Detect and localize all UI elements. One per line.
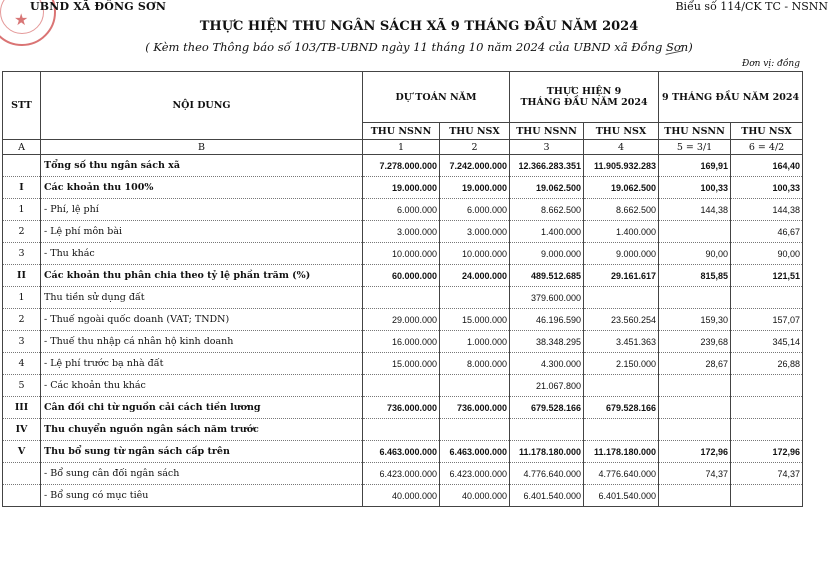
row-value [363, 287, 440, 309]
row-value: 29.000.000 [363, 309, 440, 331]
row-value: 1.400.000 [510, 221, 584, 243]
row-value: 29.161.617 [584, 265, 659, 287]
row-value: 6.401.540.000 [584, 485, 659, 507]
row-value: 19.062.500 [510, 177, 584, 199]
row-value: 19.000.000 [440, 177, 510, 199]
row-value [510, 419, 584, 441]
table-row [3, 397, 803, 419]
row-value: 6.000.000 [363, 199, 440, 221]
row-value [731, 397, 803, 419]
row-value [363, 375, 440, 397]
column-code: 2 [440, 140, 510, 155]
row-value: 100,33 [659, 177, 731, 199]
row-value [659, 419, 731, 441]
row-content: - Bổ sung cân đối ngân sách [41, 463, 363, 485]
row-content: Thu tiền sử dụng đất [41, 287, 363, 309]
row-stt: 2 [3, 309, 41, 331]
row-value: 24.000.000 [440, 265, 510, 287]
issuer-name: UBND XÃ ĐỒNG SƠN [30, 0, 167, 13]
row-value: 90,00 [731, 243, 803, 265]
row-value: 6.000.000 [440, 199, 510, 221]
table-row [3, 265, 803, 287]
row-value: 100,33 [731, 177, 803, 199]
row-value: 23.560.254 [584, 309, 659, 331]
row-value: 6.423.000.000 [440, 463, 510, 485]
row-value: 6.463.000.000 [363, 441, 440, 463]
row-value: 9.000.000 [584, 243, 659, 265]
row-value: 489.512.685 [510, 265, 584, 287]
row-value [363, 419, 440, 441]
row-stt: III [3, 397, 41, 419]
table-row [3, 485, 803, 507]
row-stt: 1 [3, 287, 41, 309]
row-value: 4.776.640.000 [510, 463, 584, 485]
table-row [3, 309, 803, 331]
row-value: 4.300.000 [510, 353, 584, 375]
row-value: 74,37 [659, 463, 731, 485]
row-value: 172,96 [659, 441, 731, 463]
row-value: 159,30 [659, 309, 731, 331]
sub-header: THU NSX [731, 123, 803, 140]
row-value: 679.528.166 [584, 397, 659, 419]
table-row [3, 221, 803, 243]
row-value: 15.000.000 [440, 309, 510, 331]
row-value [440, 375, 510, 397]
row-content: - Lệ phí môn bài [41, 221, 363, 243]
row-value: 736.000.000 [363, 397, 440, 419]
row-stt [3, 463, 41, 485]
row-content: - Thuế thu nhập cá nhân hộ kinh doanh [41, 331, 363, 353]
row-stt [3, 155, 41, 177]
form-number: Biểu số 114/CK TC - NSNN [675, 0, 828, 13]
row-value: 8.000.000 [440, 353, 510, 375]
row-value: 6.401.540.000 [510, 485, 584, 507]
column-code: 1 [363, 140, 440, 155]
row-value: 9.000.000 [510, 243, 584, 265]
row-value [659, 287, 731, 309]
row-value: 15.000.000 [363, 353, 440, 375]
row-value: 6.463.000.000 [440, 441, 510, 463]
row-value: 40.000.000 [440, 485, 510, 507]
row-value: 60.000.000 [363, 265, 440, 287]
row-content: Các khoản thu phân chia theo tỷ lệ phần trăm (%) [41, 265, 363, 287]
row-content: - Thu khác [41, 243, 363, 265]
row-value [659, 397, 731, 419]
row-value: 736.000.000 [440, 397, 510, 419]
col-header-actual [510, 72, 659, 123]
row-stt: 1 [3, 199, 41, 221]
row-value: 6.423.000.000 [363, 463, 440, 485]
table-row [3, 177, 803, 199]
row-value: 28,67 [659, 353, 731, 375]
row-value: 46.196.590 [510, 309, 584, 331]
row-value: 4.776.640.000 [584, 463, 659, 485]
row-value: 3.000.000 [440, 221, 510, 243]
unit-label: Đơn vị: đồng [741, 59, 800, 69]
col-header-actual-line1: THỰC HIỆN 9 [546, 86, 622, 97]
table-body [3, 155, 803, 507]
row-value: 3.000.000 [363, 221, 440, 243]
col-header-content: NỘI DUNG [41, 72, 363, 140]
row-value: 8.662.500 [584, 199, 659, 221]
row-value [659, 485, 731, 507]
row-value: 157,07 [731, 309, 803, 331]
row-stt: 5 [3, 375, 41, 397]
table-row [3, 243, 803, 265]
row-value: 90,00 [659, 243, 731, 265]
row-content: - Bổ sung có mục tiêu [41, 485, 363, 507]
row-content: - Phí, lệ phí [41, 199, 363, 221]
row-value: 19.062.500 [584, 177, 659, 199]
row-value: 10.000.000 [363, 243, 440, 265]
row-value: 16.000.000 [363, 331, 440, 353]
row-value: 10.000.000 [440, 243, 510, 265]
row-value: 679.528.166 [510, 397, 584, 419]
row-value: 7.278.000.000 [363, 155, 440, 177]
row-value: 11.178.180.000 [510, 441, 584, 463]
row-value [440, 287, 510, 309]
row-content: Cân đối chi từ nguồn cải cách tiền lương [41, 397, 363, 419]
row-stt: V [3, 441, 41, 463]
column-code: 4 [584, 140, 659, 155]
row-stt: 3 [3, 243, 41, 265]
table-row [3, 155, 803, 177]
row-value: 8.662.500 [510, 199, 584, 221]
row-content: - Lệ phí trước bạ nhà đất [41, 353, 363, 375]
row-value [584, 419, 659, 441]
row-value: 169,91 [659, 155, 731, 177]
row-value: 1.400.000 [584, 221, 659, 243]
row-value: 345,14 [731, 331, 803, 353]
table-row [3, 331, 803, 353]
row-content: Thu bổ sung từ ngân sách cấp trên [41, 441, 363, 463]
row-value [731, 287, 803, 309]
row-value: 11.178.180.000 [584, 441, 659, 463]
table-row [3, 199, 803, 221]
row-stt: 4 [3, 353, 41, 375]
row-value [584, 375, 659, 397]
row-value: 11.905.932.283 [584, 155, 659, 177]
table-row [3, 353, 803, 375]
row-content: Tổng số thu ngân sách xã [41, 155, 363, 177]
sub-header: THU NSX [440, 123, 510, 140]
document-subtitle: ( Kèm theo Thông báo số 103/TB-UBND ngày 11 tháng 10 năm 2024 của UBND xã Đồng Sơn) [145, 40, 693, 54]
column-code: 6 = 4/2 [731, 140, 803, 155]
table-row [3, 441, 803, 463]
row-content: - Thuế ngoài quốc doanh (VAT; TNDN) [41, 309, 363, 331]
row-value [731, 375, 803, 397]
sub-header: THU NSNN [363, 123, 440, 140]
row-value [440, 419, 510, 441]
table-row [3, 375, 803, 397]
row-value [659, 375, 731, 397]
row-value: 144,38 [731, 199, 803, 221]
row-stt: I [3, 177, 41, 199]
sub-header: THU NSNN [659, 123, 731, 140]
column-code: B [41, 140, 363, 155]
row-value: 46,67 [731, 221, 803, 243]
row-value: 21.067.800 [510, 375, 584, 397]
row-value [659, 221, 731, 243]
row-value: 144,38 [659, 199, 731, 221]
document-title: THỰC HIỆN THU NGÂN SÁCH XÃ 9 THÁNG ĐẦU NĂM 2024 [199, 19, 639, 34]
row-content: Thu chuyển nguồn ngân sách năm trước [41, 419, 363, 441]
row-value: 74,37 [731, 463, 803, 485]
row-value: 164,40 [731, 155, 803, 177]
row-value [584, 287, 659, 309]
budget-table [2, 71, 803, 507]
row-stt [3, 485, 41, 507]
row-value: 239,68 [659, 331, 731, 353]
table-row [3, 463, 803, 485]
row-value: 1.000.000 [440, 331, 510, 353]
row-stt: 2 [3, 221, 41, 243]
sub-header: THU NSX [584, 123, 659, 140]
row-value [731, 485, 803, 507]
official-seal-icon: ★ [0, 0, 56, 46]
column-code: A [3, 140, 41, 155]
row-stt: IV [3, 419, 41, 441]
row-value: 379.600.000 [510, 287, 584, 309]
col-header-stt: STT [3, 72, 41, 140]
row-value: 26,88 [731, 353, 803, 375]
row-value: 40.000.000 [363, 485, 440, 507]
row-value: 38.348.295 [510, 331, 584, 353]
row-value [731, 419, 803, 441]
column-code: 3 [510, 140, 584, 155]
row-value: 172,96 [731, 441, 803, 463]
row-stt: 3 [3, 331, 41, 353]
row-value: 121,51 [731, 265, 803, 287]
column-code: 5 = 3/1 [659, 140, 731, 155]
row-content: Các khoản thu 100% [41, 177, 363, 199]
row-value: 3.451.363 [584, 331, 659, 353]
table-row [3, 287, 803, 309]
table-row [3, 419, 803, 441]
col-header-ratio: 9 THÁNG ĐẦU NĂM 2024 [659, 72, 803, 123]
col-header-estimate: DỰ TOÁN NĂM [363, 72, 510, 123]
row-content: - Các khoản thu khác [41, 375, 363, 397]
row-stt: II [3, 265, 41, 287]
row-value: 7.242.000.000 [440, 155, 510, 177]
row-value: 12.366.283.351 [510, 155, 584, 177]
row-value: 2.150.000 [584, 353, 659, 375]
row-value: 815,85 [659, 265, 731, 287]
row-value: 19.000.000 [363, 177, 440, 199]
sub-header: THU NSNN [510, 123, 584, 140]
col-header-actual-line2: THÁNG ĐẦU NĂM 2024 [520, 97, 648, 108]
